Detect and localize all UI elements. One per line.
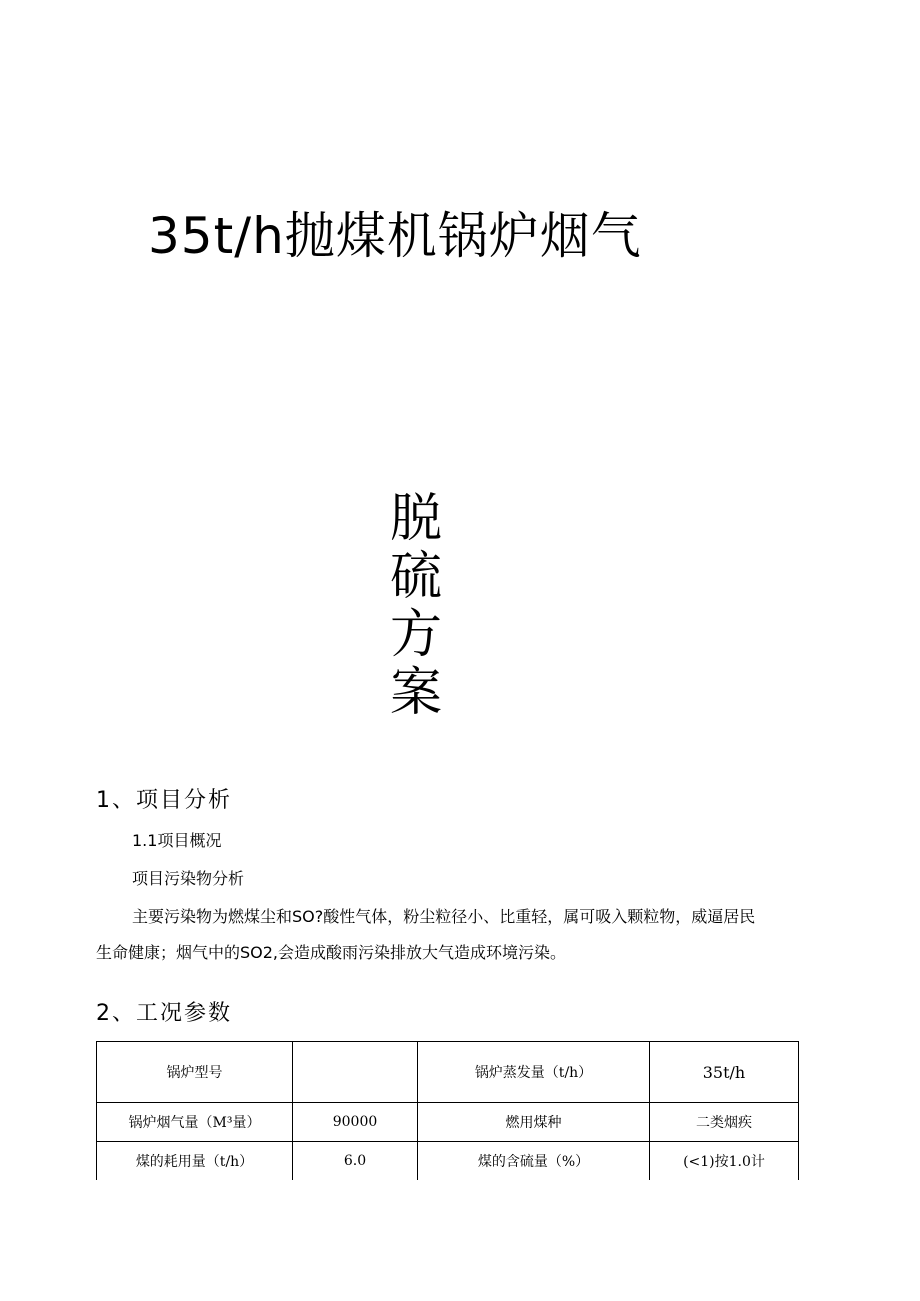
subheading-project-overview: 1.1项目概况 xyxy=(132,831,222,850)
table-cell: 煤的含硫量（%） xyxy=(418,1142,650,1181)
table-cell xyxy=(293,1042,418,1103)
table-cell: 6.0 xyxy=(293,1142,418,1181)
table-row xyxy=(97,1142,799,1181)
table-cell: 90000 xyxy=(293,1103,418,1142)
vertical-char: 案 xyxy=(389,663,442,723)
table-cell: 煤的耗用量（t/h） xyxy=(97,1142,293,1181)
section-heading-operating-parameters: 2、工况参数 xyxy=(96,1001,232,1026)
document-title: 35t/h抛煤机锅炉烟气 xyxy=(148,207,642,265)
table-cell: 锅炉型号 xyxy=(97,1042,293,1103)
operating-parameters-table xyxy=(96,1041,799,1180)
table-cell: 二类烟疾 xyxy=(650,1103,799,1142)
table-cell: 燃用煤种 xyxy=(418,1103,650,1142)
vertical-char: 方 xyxy=(389,605,442,665)
section-heading-project-analysis: 1、项目分析 xyxy=(96,788,232,813)
vertical-subtitle xyxy=(386,490,446,722)
table-cell: (<1)按1.0计 xyxy=(650,1142,799,1181)
table-cell: 35t/h xyxy=(650,1042,799,1103)
table-cell: 锅炉蒸发量（t/h） xyxy=(418,1042,650,1103)
vertical-char: 硫 xyxy=(389,547,442,607)
table-cell: 锅炉烟气量（M³量） xyxy=(97,1103,293,1142)
table-row xyxy=(97,1103,799,1142)
table-row xyxy=(97,1042,799,1103)
body-text-line: 主要污染物为燃煤尘和SO?酸性气体，粉尘粒径小、比重轻，属可吸入颗粒物，威逼居民 xyxy=(132,907,756,926)
subheading-pollutant-analysis: 项目污染物分析 xyxy=(132,869,245,888)
vertical-char: 脱 xyxy=(389,489,442,549)
body-text-line: 生命健康；烟气中的SO2,会造成酸雨污染排放大气造成环境污染。 xyxy=(96,943,567,962)
